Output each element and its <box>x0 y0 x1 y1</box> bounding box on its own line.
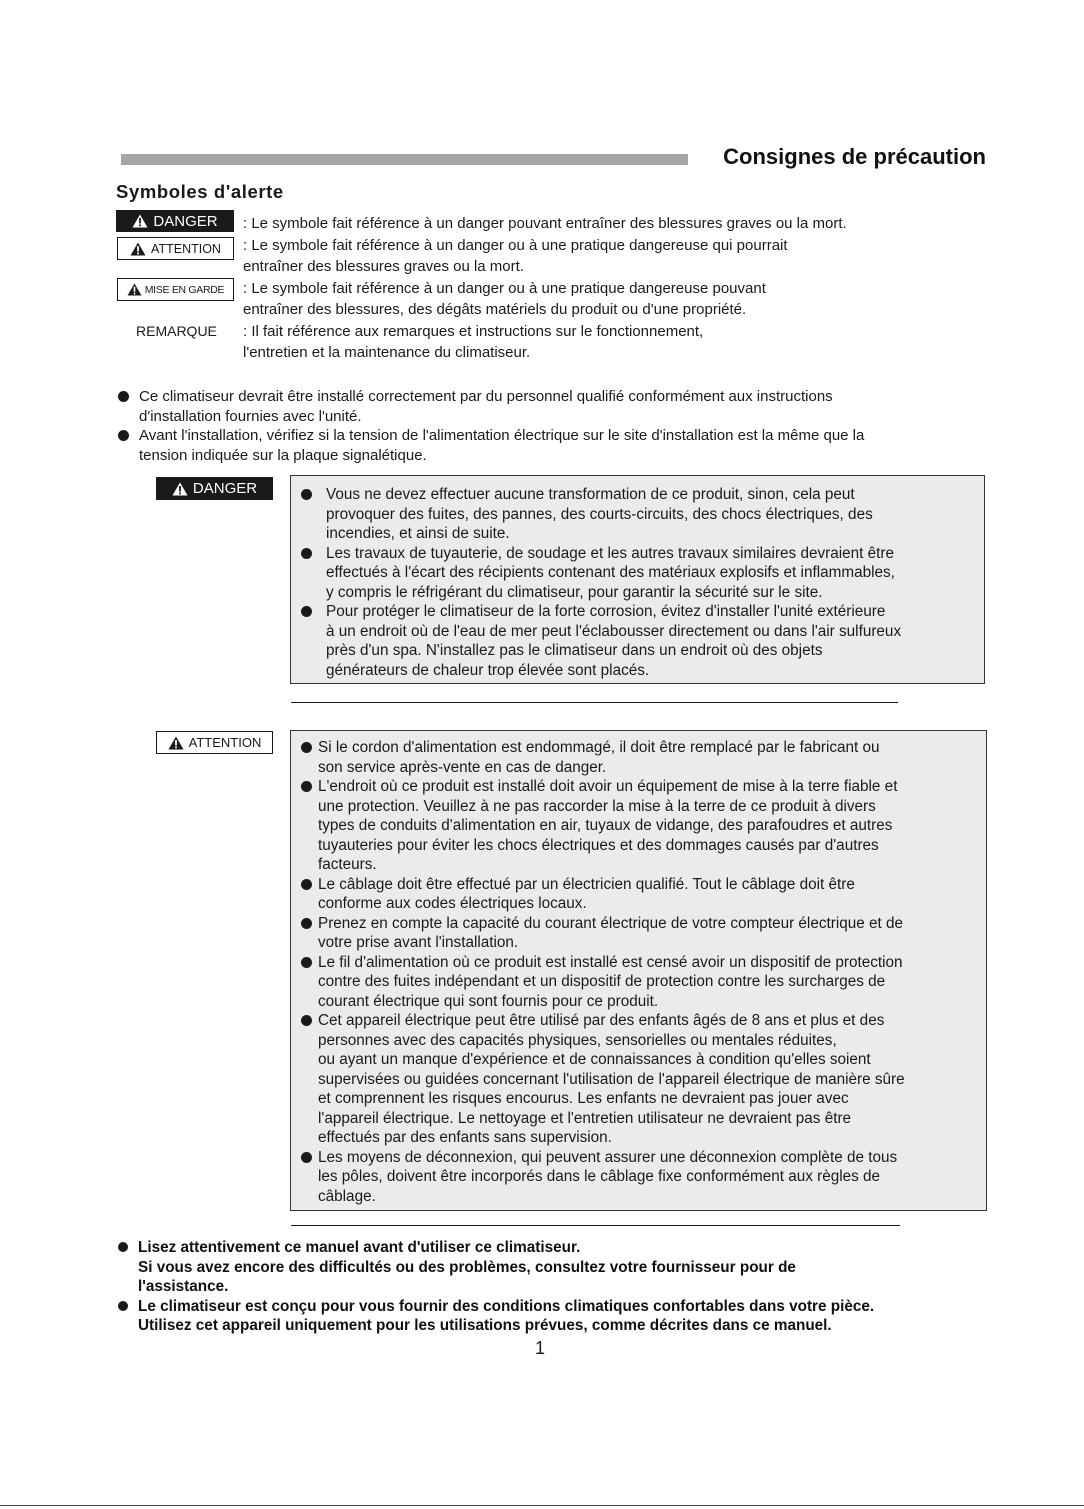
danger-section-badge <box>156 477 273 500</box>
page-number: 1 <box>534 1338 545 1358</box>
danger-list <box>326 485 986 680</box>
danger-badge <box>116 210 234 232</box>
mise-en-garde-badge-label: MISE EN GARDE <box>144 283 225 296</box>
list-item: Si le cordon d'alimentation est endommagé, il doit être remplacé par le fabricant ou son service après-vente en cas de danger. <box>318 738 988 777</box>
divider <box>291 702 898 703</box>
list-item: Ce climatiseur devrait être installé correctement par du personnel qualifié conformément aux instructions d'installation fournies avec l'unité. <box>117 387 997 426</box>
danger-box <box>290 475 985 684</box>
mise-en-garde-badge <box>117 278 234 301</box>
bullet-icon <box>301 918 312 929</box>
remarque-label: REMARQUE <box>136 323 217 339</box>
bullet-icon <box>301 879 312 890</box>
list-item: Cet appareil électrique peut être utilisé par des enfants âgés de 8 ans et plus et des personnes avec des capacités physiques, sensorielles ou mentales réduites, ou ayant un manque d'expérience et de connaissances à condition qu'elles soient supervisées ou guidées concernant l'utilisation de l'appareil électrique de manière sûre et comprennent les risques encourus. Les enfants ne devraient pas jouer avec l'appareil électrique. Le nettoyage et l'entretien utilisateur ne devraient pas être effectués par des enfants sans supervision. <box>318 1011 988 1148</box>
legend-remarque-text: : Il fait référence aux remarques et instructions sur le fonctionnement, l'entretien et la maintenance du climatiseur. <box>243 323 704 361</box>
danger-section-badge-label: DANGER <box>192 480 258 497</box>
bullet-icon <box>118 1301 128 1311</box>
list-item: Les moyens de déconnexion, qui peuvent assurer une déconnexion complète de tous les pôles, doivent être incorporés dans le câblage fixe conformément aux règles de câblage. <box>318 1148 988 1207</box>
warning-triangle-icon <box>132 214 148 228</box>
list-item: Lisez attentivement ce manuel avant d'utiliser ce climatiseur. Si vous avez encore des difficultés ou des problèmes, consultez votre fournisseur pour de l'assistance. <box>116 1238 1016 1297</box>
attention-section-badge <box>156 731 273 754</box>
warning-triangle-icon <box>172 482 188 496</box>
legend-mise-en-garde-text: : Le symbole fait référence à un danger ou à une pratique dangereuse pouvant entraîner des blessures, des dégâts matériels du produit ou d'une propriété. <box>243 280 766 318</box>
bullet-icon <box>301 742 312 753</box>
bottom-edge-line <box>0 1505 1084 1506</box>
bullet-icon <box>301 781 312 792</box>
warning-triangle-icon <box>127 283 142 296</box>
attention-list <box>318 738 988 1206</box>
bullet-icon <box>118 391 129 402</box>
bullet-icon <box>301 606 312 617</box>
bullet-icon <box>301 548 312 559</box>
general-bullet-list <box>117 387 997 465</box>
list-item: L'endroit où ce produit est installé doit avoir un équipement de mise à la terre fiable et une protection. Veuillez à ne pas raccorder la mise à la terre de ce produit à divers types de conduits d'alimentation en air, tuyaux de vidange, des parafoudres et autres tuyauteries pour éviter les chocs électriques et des dommages causés par d'autres facteurs. <box>318 777 988 875</box>
header-bar <box>121 154 688 165</box>
attention-badge <box>117 237 234 260</box>
section-title: Symboles d'alerte <box>116 181 284 202</box>
page-title: Consignes de précaution <box>723 144 986 169</box>
list-item: Le climatiseur est conçu pour vous fournir des conditions climatiques confortables dans votre pièce. Utilisez cet appareil uniquement pour les utilisations prévues, comme décrites dans ce manuel. <box>116 1297 1016 1336</box>
list-item: Prenez en compte la capacité du courant électrique de votre compteur électrique et de votre prise avant l'installation. <box>318 914 988 953</box>
list-item: Le fil d'alimentation où ce produit est installé est censé avoir un dispositif de protection contre des fuites indépendant et un dispositif de protection contre les surcharges de courant électrique qui sont fournis pour ce produit. <box>318 953 988 1012</box>
warning-triangle-icon <box>130 242 146 256</box>
attention-badge-label: ATTENTION <box>151 241 221 256</box>
bullet-icon <box>118 430 129 441</box>
legend-attention-text: : Le symbole fait référence à un danger ou à une pratique dangereuse qui pourrait entraîner des blessures graves ou la mort. <box>243 237 788 275</box>
bullet-icon <box>301 1152 312 1163</box>
attention-box <box>290 730 987 1211</box>
list-item: Les travaux de tuyauterie, de soudage et les autres travaux similaires devraient être effectués à l'écart des récipients contenant des matériaux explosifs et inflammables, y compris le réfrigérant du climatiseur, pour garantir la sécurité sur le site. <box>326 544 986 603</box>
bullet-icon <box>301 957 312 968</box>
bullet-icon <box>118 1242 128 1252</box>
list-item: Le câblage doit être effectué par un électricien qualifié. Tout le câblage doit être conforme aux codes électriques locaux. <box>318 875 988 914</box>
legend-danger-text: : Le symbole fait référence à un danger pouvant entraîner des blessures graves ou la mort. <box>243 215 847 232</box>
bullet-icon <box>301 489 312 500</box>
bullet-icon <box>301 1015 312 1026</box>
attention-section-badge-label: ATTENTION <box>188 735 262 750</box>
divider <box>291 1225 900 1226</box>
list-item: Avant l'installation, vérifiez si la tension de l'alimentation électrique sur le site d'installation est la même que la tension indiquée sur la plaque signalétique. <box>117 426 997 465</box>
footer-bullet-list <box>116 1238 1016 1336</box>
list-item: Pour protéger le climatiseur de la forte corrosion, évitez d'installer l'unité extérieure à un endroit où de l'eau de mer peut l'éclabousser directement ou dans l'air sulfureux près d'un spa. N'installez pas le climatiseur dans un endroit où des objets générateurs de chaleur trop élevée sont placés. <box>326 602 986 680</box>
danger-badge-label: DANGER <box>153 212 218 230</box>
list-item: Vous ne devez effectuer aucune transformation de ce produit, sinon, cela peut provoquer des fuites, des pannes, des courts-circuits, des chocs électriques, des incendies, et ainsi de suite. <box>326 485 986 544</box>
warning-triangle-icon <box>168 736 184 750</box>
